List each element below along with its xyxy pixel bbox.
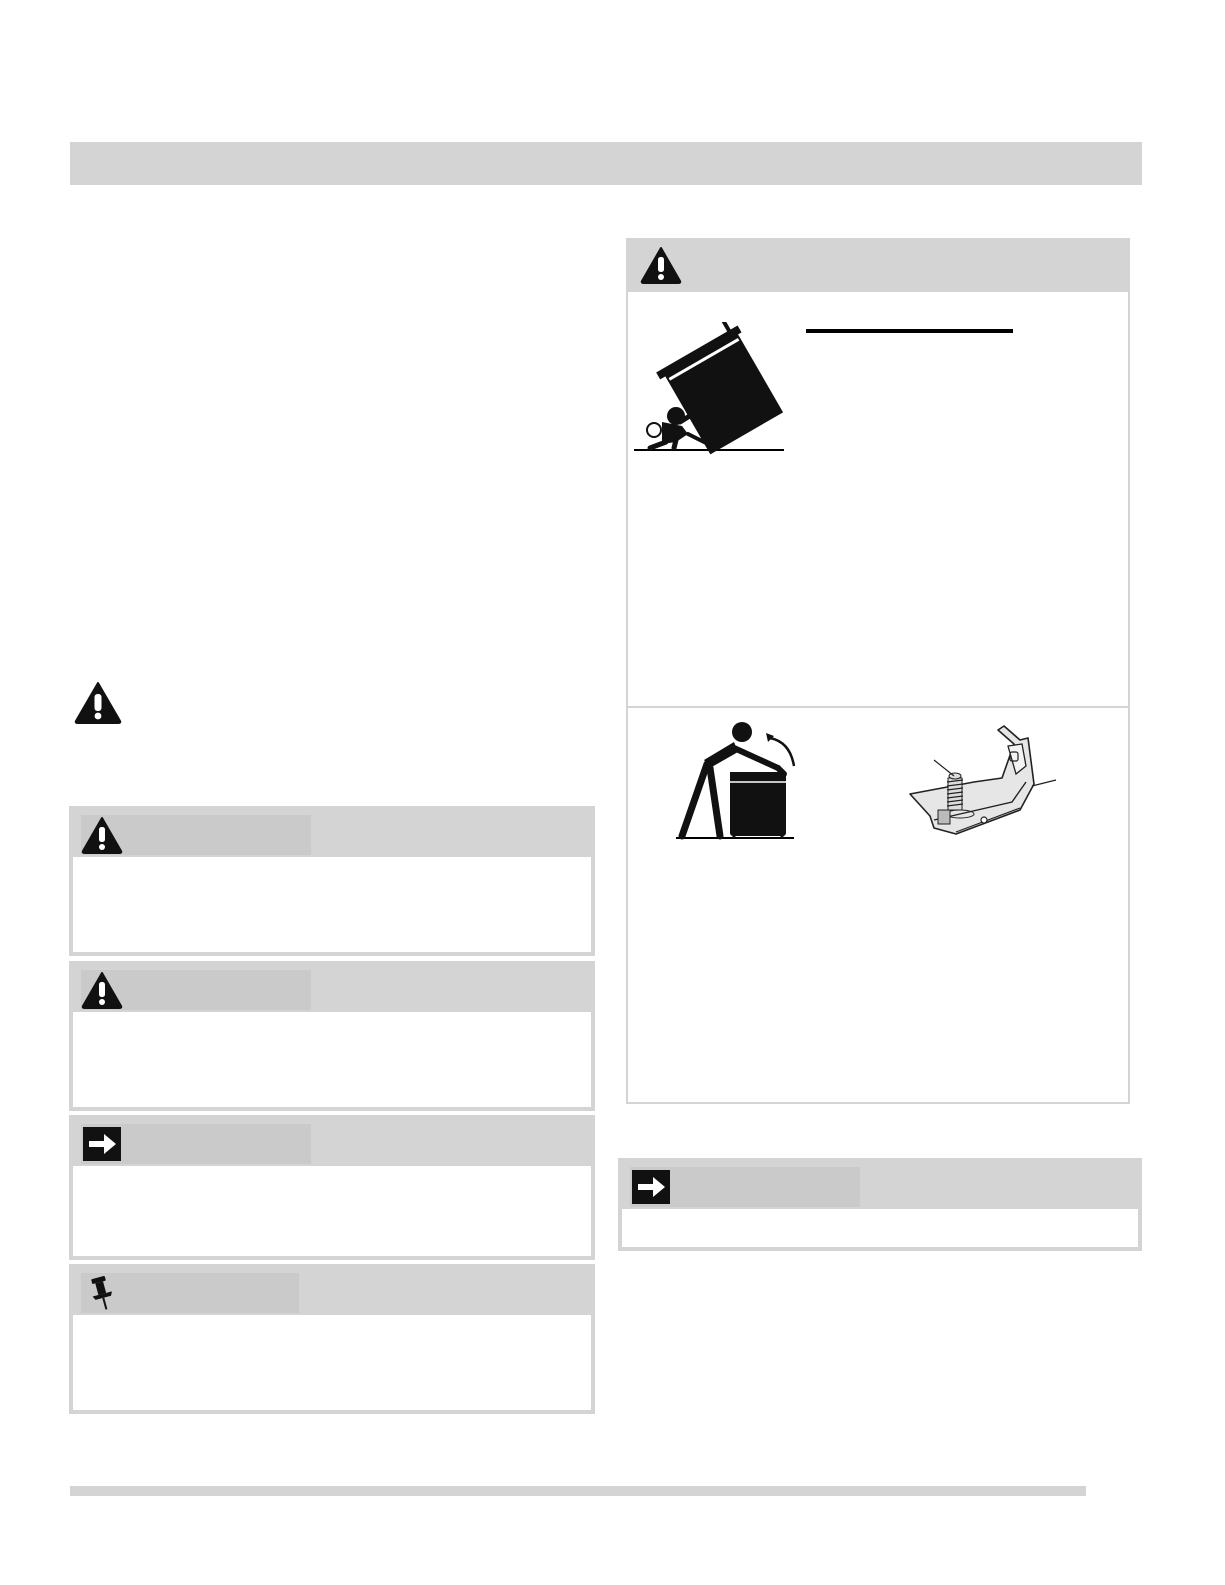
- warning-icon: [81, 815, 123, 855]
- subheading-underline: [806, 329, 1013, 333]
- section-title-bar: [70, 142, 1142, 185]
- tip-over-warning-box: [626, 238, 1130, 1104]
- pushpin-icon: [81, 1273, 123, 1313]
- warning-callout-1: [69, 806, 595, 956]
- box-divider: [628, 706, 1128, 708]
- callout-header: [73, 1119, 591, 1166]
- tip-check-person-illustration: [676, 720, 800, 842]
- callout-header: [73, 810, 591, 857]
- warning-callout-2: [69, 961, 595, 1111]
- warning-icon: [74, 681, 122, 725]
- warning-icon: [81, 970, 123, 1010]
- footer-rule: [70, 1486, 1086, 1496]
- callout-header: [622, 1162, 1138, 1209]
- important-callout-right: [618, 1158, 1142, 1251]
- warning-icon: [640, 245, 682, 285]
- callout-header: [628, 240, 1128, 292]
- note-callout: [69, 1264, 595, 1414]
- callout-header: [73, 965, 591, 1012]
- callout-header: [73, 1268, 591, 1315]
- anti-tip-bracket-illustration: [904, 724, 1064, 848]
- tip-over-child-illustration: [632, 322, 788, 456]
- arrow-right-icon: [630, 1167, 672, 1207]
- arrow-right-icon: [81, 1124, 123, 1164]
- important-callout: [69, 1115, 595, 1260]
